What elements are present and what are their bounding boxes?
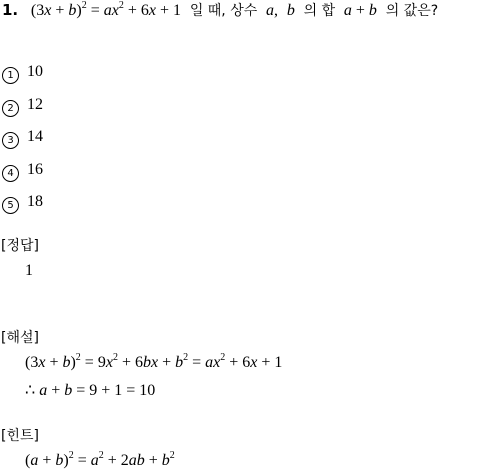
choice-marker-1: 1 — [2, 67, 19, 84]
hint-line-1: $(a + b)^2 = a^2 + 2ab + b^2$ — [25, 450, 175, 469]
choice-1[interactable] — [2, 61, 43, 84]
question-equation: $(3x + b)^2 = ax^2 + 6x + 1$ — [30, 0, 182, 19]
question-line — [2, 0, 438, 21]
hint-label: [힌트] — [1, 428, 39, 444]
question-text-2: 의 합 — [303, 3, 336, 19]
choice-value-5: 18 — [27, 193, 43, 210]
choice-3[interactable] — [2, 126, 43, 149]
choice-2[interactable] — [2, 94, 43, 117]
choice-value-2: 12 — [27, 96, 43, 113]
sum-expression: a + b — [343, 2, 377, 19]
choice-4[interactable] — [2, 159, 43, 182]
choice-value-1: 10 — [27, 63, 43, 80]
choice-marker-2: 2 — [2, 100, 19, 117]
explanation-line-2: ∴ a + b = 9 + 1 = 10 — [25, 382, 156, 399]
question-text-3: 의 값은? — [385, 3, 439, 19]
choice-marker-4: 4 — [2, 165, 19, 182]
question-number: 1. — [2, 1, 19, 19]
var-b: b — [286, 2, 295, 19]
choice-marker-5: 5 — [2, 197, 19, 214]
choice-marker-3: 3 — [2, 132, 19, 149]
choice-value-3: 14 — [27, 128, 43, 145]
choice-value-4: 16 — [27, 161, 43, 178]
explanation-line-1: $(3x + b)^2 = 9x^2 + 6bx + b^2 = ax^2 + 6x + 1$ — [25, 352, 283, 371]
question-text-1: 일 때, 상수 — [189, 3, 258, 19]
answer-value: 1 — [25, 262, 33, 279]
choice-5[interactable] — [2, 191, 43, 214]
explanation-label: [해설] — [1, 330, 39, 346]
answer-label: [정답] — [1, 238, 39, 254]
var-a: a, — [266, 2, 279, 19]
